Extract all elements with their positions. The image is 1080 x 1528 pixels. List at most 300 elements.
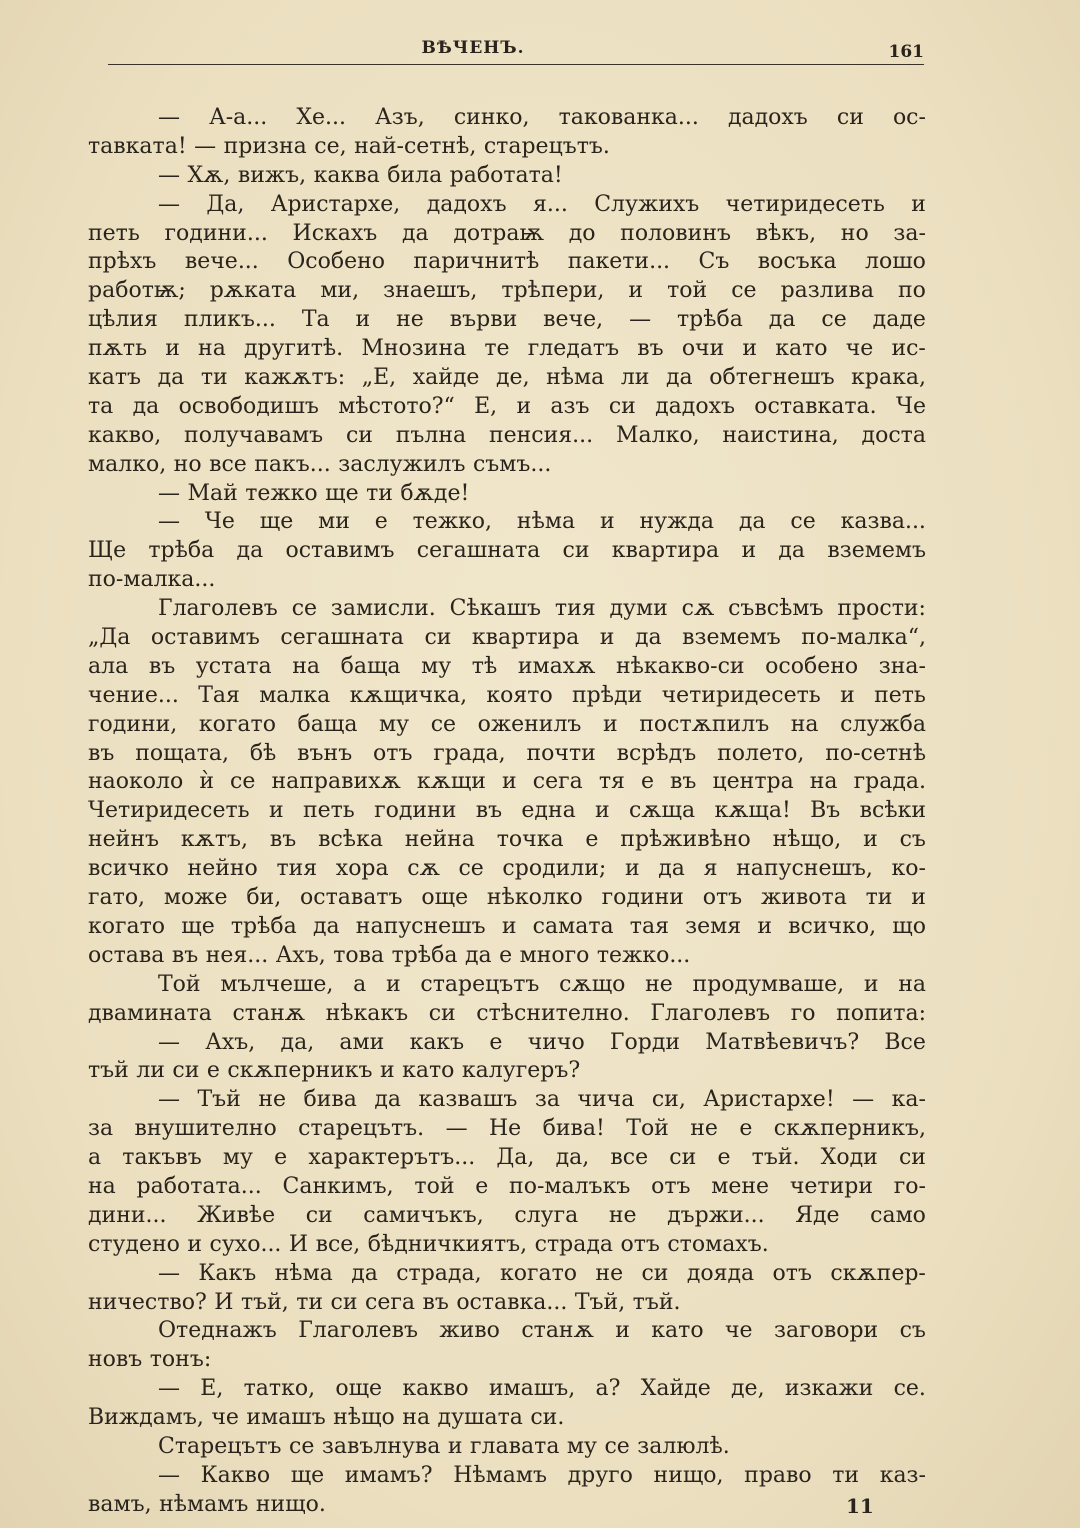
word: сега bbox=[365, 1289, 415, 1315]
text-line bbox=[88, 277, 926, 306]
word: напуснешъ, bbox=[736, 856, 873, 882]
word: не bbox=[608, 1202, 637, 1228]
word: чича bbox=[577, 1087, 635, 1113]
word: си bbox=[345, 422, 373, 448]
word: когато bbox=[88, 913, 166, 939]
word: си. bbox=[530, 1405, 565, 1431]
text-line bbox=[88, 248, 926, 277]
word: — bbox=[158, 509, 180, 535]
word: я... bbox=[532, 191, 568, 217]
word: е bbox=[739, 1116, 753, 1142]
word: мене bbox=[711, 1173, 770, 1199]
word: сродили; bbox=[502, 856, 607, 882]
word: чичо bbox=[527, 1029, 585, 1055]
word: нѣкакво-си bbox=[615, 653, 745, 679]
word: тъй, bbox=[240, 1289, 289, 1315]
word: още bbox=[335, 1376, 383, 1402]
word: може bbox=[163, 885, 228, 911]
word: си bbox=[898, 1145, 926, 1171]
word: Не bbox=[488, 1116, 522, 1142]
word: трѣба bbox=[391, 942, 458, 968]
word: е bbox=[499, 942, 513, 968]
word: да bbox=[351, 1260, 378, 1286]
word: си bbox=[608, 393, 636, 419]
word: до bbox=[568, 220, 596, 246]
word: старецътъ. bbox=[298, 1116, 425, 1142]
word: все bbox=[610, 1145, 649, 1171]
word: каква bbox=[313, 162, 380, 188]
word: го- bbox=[893, 1173, 926, 1199]
word: призна bbox=[223, 133, 307, 159]
word: страда, bbox=[396, 1260, 482, 1286]
word: петь bbox=[874, 682, 926, 708]
word: и bbox=[187, 1231, 203, 1257]
word: се bbox=[604, 1433, 630, 1459]
text-line bbox=[88, 104, 926, 133]
word: да bbox=[738, 509, 766, 535]
word: е bbox=[717, 1145, 731, 1171]
word: сѫща bbox=[629, 798, 696, 824]
word: на bbox=[292, 653, 321, 679]
word: Санкимъ, bbox=[282, 1173, 394, 1199]
word: и bbox=[595, 798, 610, 824]
word: и bbox=[447, 1433, 463, 1459]
word: да bbox=[778, 538, 806, 564]
word: де, bbox=[731, 1376, 765, 1402]
word: работата! bbox=[449, 162, 563, 188]
running-title: ВѢЧЕНЪ. bbox=[421, 38, 525, 58]
word: ти bbox=[832, 1462, 860, 1488]
word: И bbox=[214, 1289, 234, 1315]
word: се. bbox=[893, 1376, 926, 1402]
word: тия bbox=[554, 596, 596, 622]
word: да bbox=[768, 307, 796, 333]
word: Хѫ, bbox=[187, 162, 231, 188]
word: тъй. bbox=[632, 1289, 681, 1315]
word: точка bbox=[496, 827, 564, 853]
word: пощата, bbox=[135, 740, 229, 766]
word: студено bbox=[88, 1231, 180, 1257]
word: — bbox=[158, 105, 180, 130]
word: която bbox=[486, 682, 553, 708]
word: и bbox=[268, 798, 284, 824]
word: е bbox=[585, 827, 599, 853]
word: Глаголевъ bbox=[158, 596, 278, 622]
word: и bbox=[355, 307, 371, 333]
word: по-сетнѣ bbox=[825, 740, 926, 766]
word: да bbox=[401, 220, 429, 246]
word: стѣснително. bbox=[476, 1000, 630, 1026]
word: ос- bbox=[892, 105, 926, 130]
word: ще bbox=[325, 480, 359, 506]
word: дадохъ bbox=[727, 105, 808, 130]
word: оставката. bbox=[754, 393, 877, 419]
word: мълчеше, bbox=[220, 971, 334, 997]
word: крака, bbox=[851, 365, 926, 391]
word: залюлѣ. bbox=[637, 1433, 730, 1459]
word: ис- bbox=[891, 336, 926, 362]
word: сега bbox=[532, 769, 583, 795]
word: каз- bbox=[879, 1462, 926, 1488]
text-line bbox=[88, 1086, 926, 1115]
word: нѣмамъ bbox=[159, 1491, 249, 1517]
text-line bbox=[88, 220, 926, 249]
word: въ bbox=[88, 740, 115, 766]
word: тонъ: bbox=[149, 1347, 212, 1373]
word: тя bbox=[598, 769, 625, 795]
word: — bbox=[158, 1260, 180, 1286]
word: само bbox=[870, 1202, 926, 1228]
word: двамината bbox=[88, 1000, 212, 1026]
word: право bbox=[744, 1462, 812, 1488]
text-line bbox=[88, 1317, 926, 1346]
word: не bbox=[396, 307, 424, 333]
word: — bbox=[852, 1087, 875, 1113]
word: въ bbox=[148, 653, 176, 679]
word: сегашната bbox=[416, 538, 541, 564]
word: другитѣ. bbox=[243, 336, 344, 362]
text-line bbox=[88, 797, 926, 826]
text-line bbox=[88, 1000, 926, 1029]
word: си bbox=[428, 1000, 456, 1026]
text-line bbox=[88, 1057, 926, 1086]
word: наоколо bbox=[88, 769, 184, 795]
word: си bbox=[562, 538, 590, 564]
word: сѫ bbox=[681, 596, 715, 622]
text-line bbox=[88, 422, 926, 451]
word: нищо, bbox=[653, 1462, 724, 1488]
word: Все bbox=[884, 1029, 926, 1055]
word: на bbox=[198, 336, 226, 362]
word: Май bbox=[187, 480, 238, 506]
word: нужда bbox=[639, 509, 714, 535]
word: ли bbox=[620, 365, 650, 391]
word: да bbox=[236, 538, 264, 564]
word: служба bbox=[840, 711, 926, 737]
word: ми bbox=[318, 509, 350, 535]
word: съ bbox=[899, 827, 926, 853]
text-line bbox=[88, 740, 926, 769]
word: си bbox=[305, 1202, 333, 1228]
text-line bbox=[88, 364, 926, 393]
word: ли bbox=[136, 1058, 165, 1084]
word: земя bbox=[685, 913, 742, 939]
word: устата bbox=[195, 653, 272, 679]
text-line bbox=[88, 1404, 926, 1433]
word: катъ bbox=[88, 365, 142, 391]
word: наистина, bbox=[722, 422, 839, 448]
word: друго bbox=[567, 1462, 633, 1488]
text-line bbox=[88, 1346, 926, 1375]
word: Нѣмамъ bbox=[453, 1462, 547, 1488]
word: и bbox=[911, 191, 926, 217]
word: за bbox=[88, 1116, 114, 1142]
word: Глаголевъ bbox=[650, 1000, 771, 1026]
word: и bbox=[599, 625, 615, 651]
word: — bbox=[158, 1029, 180, 1055]
word: и bbox=[742, 336, 758, 362]
word: по bbox=[897, 278, 926, 304]
word: всичко, bbox=[788, 913, 877, 939]
word: не bbox=[645, 971, 673, 997]
word: Живѣе bbox=[197, 1202, 276, 1228]
word: си, bbox=[651, 1087, 686, 1113]
word: това bbox=[333, 942, 385, 968]
word: нейно bbox=[187, 856, 258, 882]
word: ти bbox=[865, 885, 893, 911]
word: била bbox=[387, 162, 443, 188]
word: „Е, bbox=[361, 365, 397, 391]
word: на bbox=[402, 1405, 431, 1431]
word: се bbox=[458, 856, 484, 882]
word: какво, bbox=[88, 422, 162, 448]
word: кажѫтъ: bbox=[244, 365, 346, 391]
word: да bbox=[374, 1087, 402, 1113]
word: станѫ bbox=[521, 1318, 594, 1344]
word: стомахъ. bbox=[667, 1231, 769, 1257]
word: като bbox=[402, 1058, 455, 1084]
word: го bbox=[790, 1000, 816, 1026]
word: баща bbox=[340, 653, 401, 679]
word: вѣкъ, bbox=[755, 220, 817, 246]
word: Хе... bbox=[296, 105, 347, 130]
word: тая bbox=[629, 913, 669, 939]
word: рѫката bbox=[209, 278, 297, 304]
word: се bbox=[731, 278, 757, 304]
word: отъ bbox=[702, 885, 743, 911]
word: — bbox=[629, 307, 652, 333]
word: Ахъ, bbox=[205, 1029, 256, 1055]
word: да bbox=[312, 913, 340, 939]
word: такованка... bbox=[558, 105, 699, 130]
word: — bbox=[158, 1087, 180, 1113]
word: пликъ... bbox=[183, 307, 276, 333]
word: азъ bbox=[550, 393, 590, 419]
text-line bbox=[88, 1260, 926, 1289]
word: и bbox=[603, 711, 618, 737]
word: Глаголевъ bbox=[298, 1318, 418, 1344]
word: да, bbox=[280, 1029, 315, 1055]
word: старецътъ. bbox=[483, 133, 610, 159]
word: му bbox=[379, 711, 410, 737]
word: мѣстото?“ bbox=[338, 393, 455, 419]
word: напуснешъ bbox=[355, 913, 486, 939]
word: внушително bbox=[134, 1116, 277, 1142]
word: тежко, bbox=[412, 509, 493, 535]
word: и bbox=[599, 509, 615, 535]
word: живота bbox=[760, 885, 847, 911]
word: доста bbox=[861, 422, 926, 448]
word: новъ bbox=[88, 1347, 143, 1373]
word: най-сетнѣ, bbox=[354, 133, 477, 159]
word: ми, bbox=[320, 278, 360, 304]
word: четиридесеть bbox=[661, 682, 821, 708]
text-line bbox=[88, 1433, 926, 1462]
word: прости: bbox=[837, 596, 926, 622]
word: петь bbox=[88, 220, 140, 246]
word: нѣщо bbox=[333, 1405, 395, 1431]
word: е bbox=[475, 1173, 489, 1199]
word: дотраѭ bbox=[453, 220, 544, 246]
word: Матвѣевичъ? bbox=[705, 1029, 860, 1055]
text-line bbox=[88, 653, 926, 682]
word: Служихъ bbox=[594, 191, 700, 217]
word: съ bbox=[899, 1318, 926, 1344]
word: и bbox=[863, 827, 878, 853]
word: съмъ... bbox=[472, 451, 552, 477]
word: бѫде! bbox=[400, 480, 470, 506]
word: да bbox=[634, 625, 662, 651]
text-line bbox=[88, 1173, 926, 1202]
word: града, bbox=[433, 740, 506, 766]
word: се bbox=[790, 509, 816, 535]
word: тежко... bbox=[596, 942, 691, 968]
word: И bbox=[288, 1231, 309, 1257]
word: калугеръ? bbox=[461, 1058, 581, 1084]
text-line bbox=[88, 595, 926, 624]
word: всѣка bbox=[318, 827, 383, 853]
word: за bbox=[534, 1087, 560, 1113]
word: ти bbox=[366, 480, 393, 506]
word: отъ bbox=[620, 1231, 660, 1257]
word: се, bbox=[314, 133, 347, 159]
word: въ bbox=[171, 942, 199, 968]
text-line bbox=[88, 393, 926, 422]
word: се bbox=[289, 1433, 315, 1459]
word: попита: bbox=[836, 1000, 926, 1026]
text-line bbox=[88, 826, 926, 855]
word: ка- bbox=[891, 1087, 926, 1113]
word: кѫща! bbox=[714, 798, 791, 824]
word: Азъ, bbox=[375, 105, 425, 130]
text-line bbox=[88, 711, 926, 740]
word: все bbox=[209, 451, 247, 477]
word: Четиридесеть bbox=[88, 798, 250, 824]
word: е bbox=[206, 1058, 220, 1084]
word: и bbox=[380, 1058, 395, 1084]
word: си bbox=[424, 625, 452, 651]
word: та bbox=[88, 393, 114, 419]
word: Та bbox=[301, 307, 330, 333]
word: се bbox=[821, 307, 847, 333]
text-line bbox=[88, 855, 926, 884]
word: очи bbox=[681, 336, 725, 362]
word: що bbox=[892, 913, 926, 939]
word: върви bbox=[449, 307, 518, 333]
word: „Да bbox=[88, 625, 131, 651]
word: да, bbox=[555, 1145, 590, 1171]
word: си bbox=[330, 1289, 358, 1315]
word: живо bbox=[439, 1318, 500, 1344]
text-line bbox=[88, 480, 926, 509]
word: тия bbox=[276, 856, 318, 882]
word: работата... bbox=[136, 1173, 262, 1199]
word: бива! bbox=[542, 1116, 605, 1142]
word: Че bbox=[895, 393, 926, 419]
word: нейнъ bbox=[88, 827, 160, 853]
text-line bbox=[88, 1491, 926, 1520]
word: сѫщо bbox=[559, 971, 626, 997]
word: години bbox=[601, 885, 684, 911]
word: бѣ bbox=[249, 740, 277, 766]
word: да bbox=[464, 942, 492, 968]
word: пакъ... bbox=[254, 451, 331, 477]
word: Въ bbox=[810, 798, 841, 824]
text-line bbox=[88, 335, 926, 364]
word: нѣма bbox=[516, 509, 576, 535]
word: малка bbox=[259, 682, 331, 708]
text-line bbox=[88, 884, 926, 913]
word: отъ bbox=[651, 1173, 691, 1199]
word: дини... bbox=[88, 1202, 167, 1228]
word: Яде bbox=[795, 1202, 840, 1228]
word: самата bbox=[532, 913, 614, 939]
word: имахѫ bbox=[517, 653, 596, 679]
word: много bbox=[519, 942, 590, 968]
text-line bbox=[88, 1375, 926, 1404]
word: постѫпилъ bbox=[639, 711, 770, 737]
word: тавката! bbox=[88, 133, 187, 159]
word: тъй bbox=[88, 1058, 129, 1084]
word: нея... bbox=[205, 942, 269, 968]
word: станѫ bbox=[232, 1000, 305, 1026]
word: Аристархе, bbox=[270, 191, 401, 217]
word: заслужилъ bbox=[338, 451, 466, 477]
word: не bbox=[690, 1116, 718, 1142]
word: скѫпер- bbox=[830, 1260, 926, 1286]
text-line bbox=[88, 162, 926, 191]
word: когато bbox=[499, 1260, 578, 1286]
word: си bbox=[641, 1260, 669, 1286]
word: въ bbox=[269, 827, 297, 853]
word: по-малка“, bbox=[801, 625, 926, 651]
word: си bbox=[669, 1145, 697, 1171]
text-line bbox=[88, 133, 926, 162]
word: дояда bbox=[686, 1260, 755, 1286]
word: Искахъ bbox=[292, 220, 378, 246]
word: такъвъ bbox=[122, 1145, 202, 1171]
word: че bbox=[211, 1405, 239, 1431]
word: отъ bbox=[772, 1260, 812, 1286]
word: имашъ bbox=[246, 1405, 326, 1431]
word: чение... bbox=[88, 682, 179, 708]
word: и bbox=[840, 682, 855, 708]
word: трѣба bbox=[148, 538, 215, 564]
word: ти bbox=[296, 1289, 324, 1315]
word: пакети... bbox=[567, 249, 671, 275]
word: замисли. bbox=[330, 596, 436, 622]
word: на bbox=[790, 711, 819, 737]
word: оженилъ bbox=[477, 711, 582, 737]
word: прѣди bbox=[572, 682, 643, 708]
word: обтегнешъ bbox=[709, 365, 835, 391]
word: оставка... bbox=[456, 1289, 568, 1315]
text-line bbox=[88, 768, 926, 797]
word: Той bbox=[626, 1116, 669, 1142]
text-line bbox=[88, 508, 926, 537]
word: когато bbox=[198, 711, 276, 737]
word: пенсия... bbox=[488, 422, 594, 448]
word: Какъ bbox=[198, 1260, 257, 1286]
word: нѣколко bbox=[486, 885, 583, 911]
word: и bbox=[502, 769, 517, 795]
word: тѣ bbox=[471, 653, 498, 679]
word: старецътъ bbox=[420, 971, 540, 997]
word: четири bbox=[789, 1173, 873, 1199]
word: на bbox=[88, 1173, 116, 1199]
word: и bbox=[741, 538, 757, 564]
word: въ bbox=[422, 1289, 449, 1315]
